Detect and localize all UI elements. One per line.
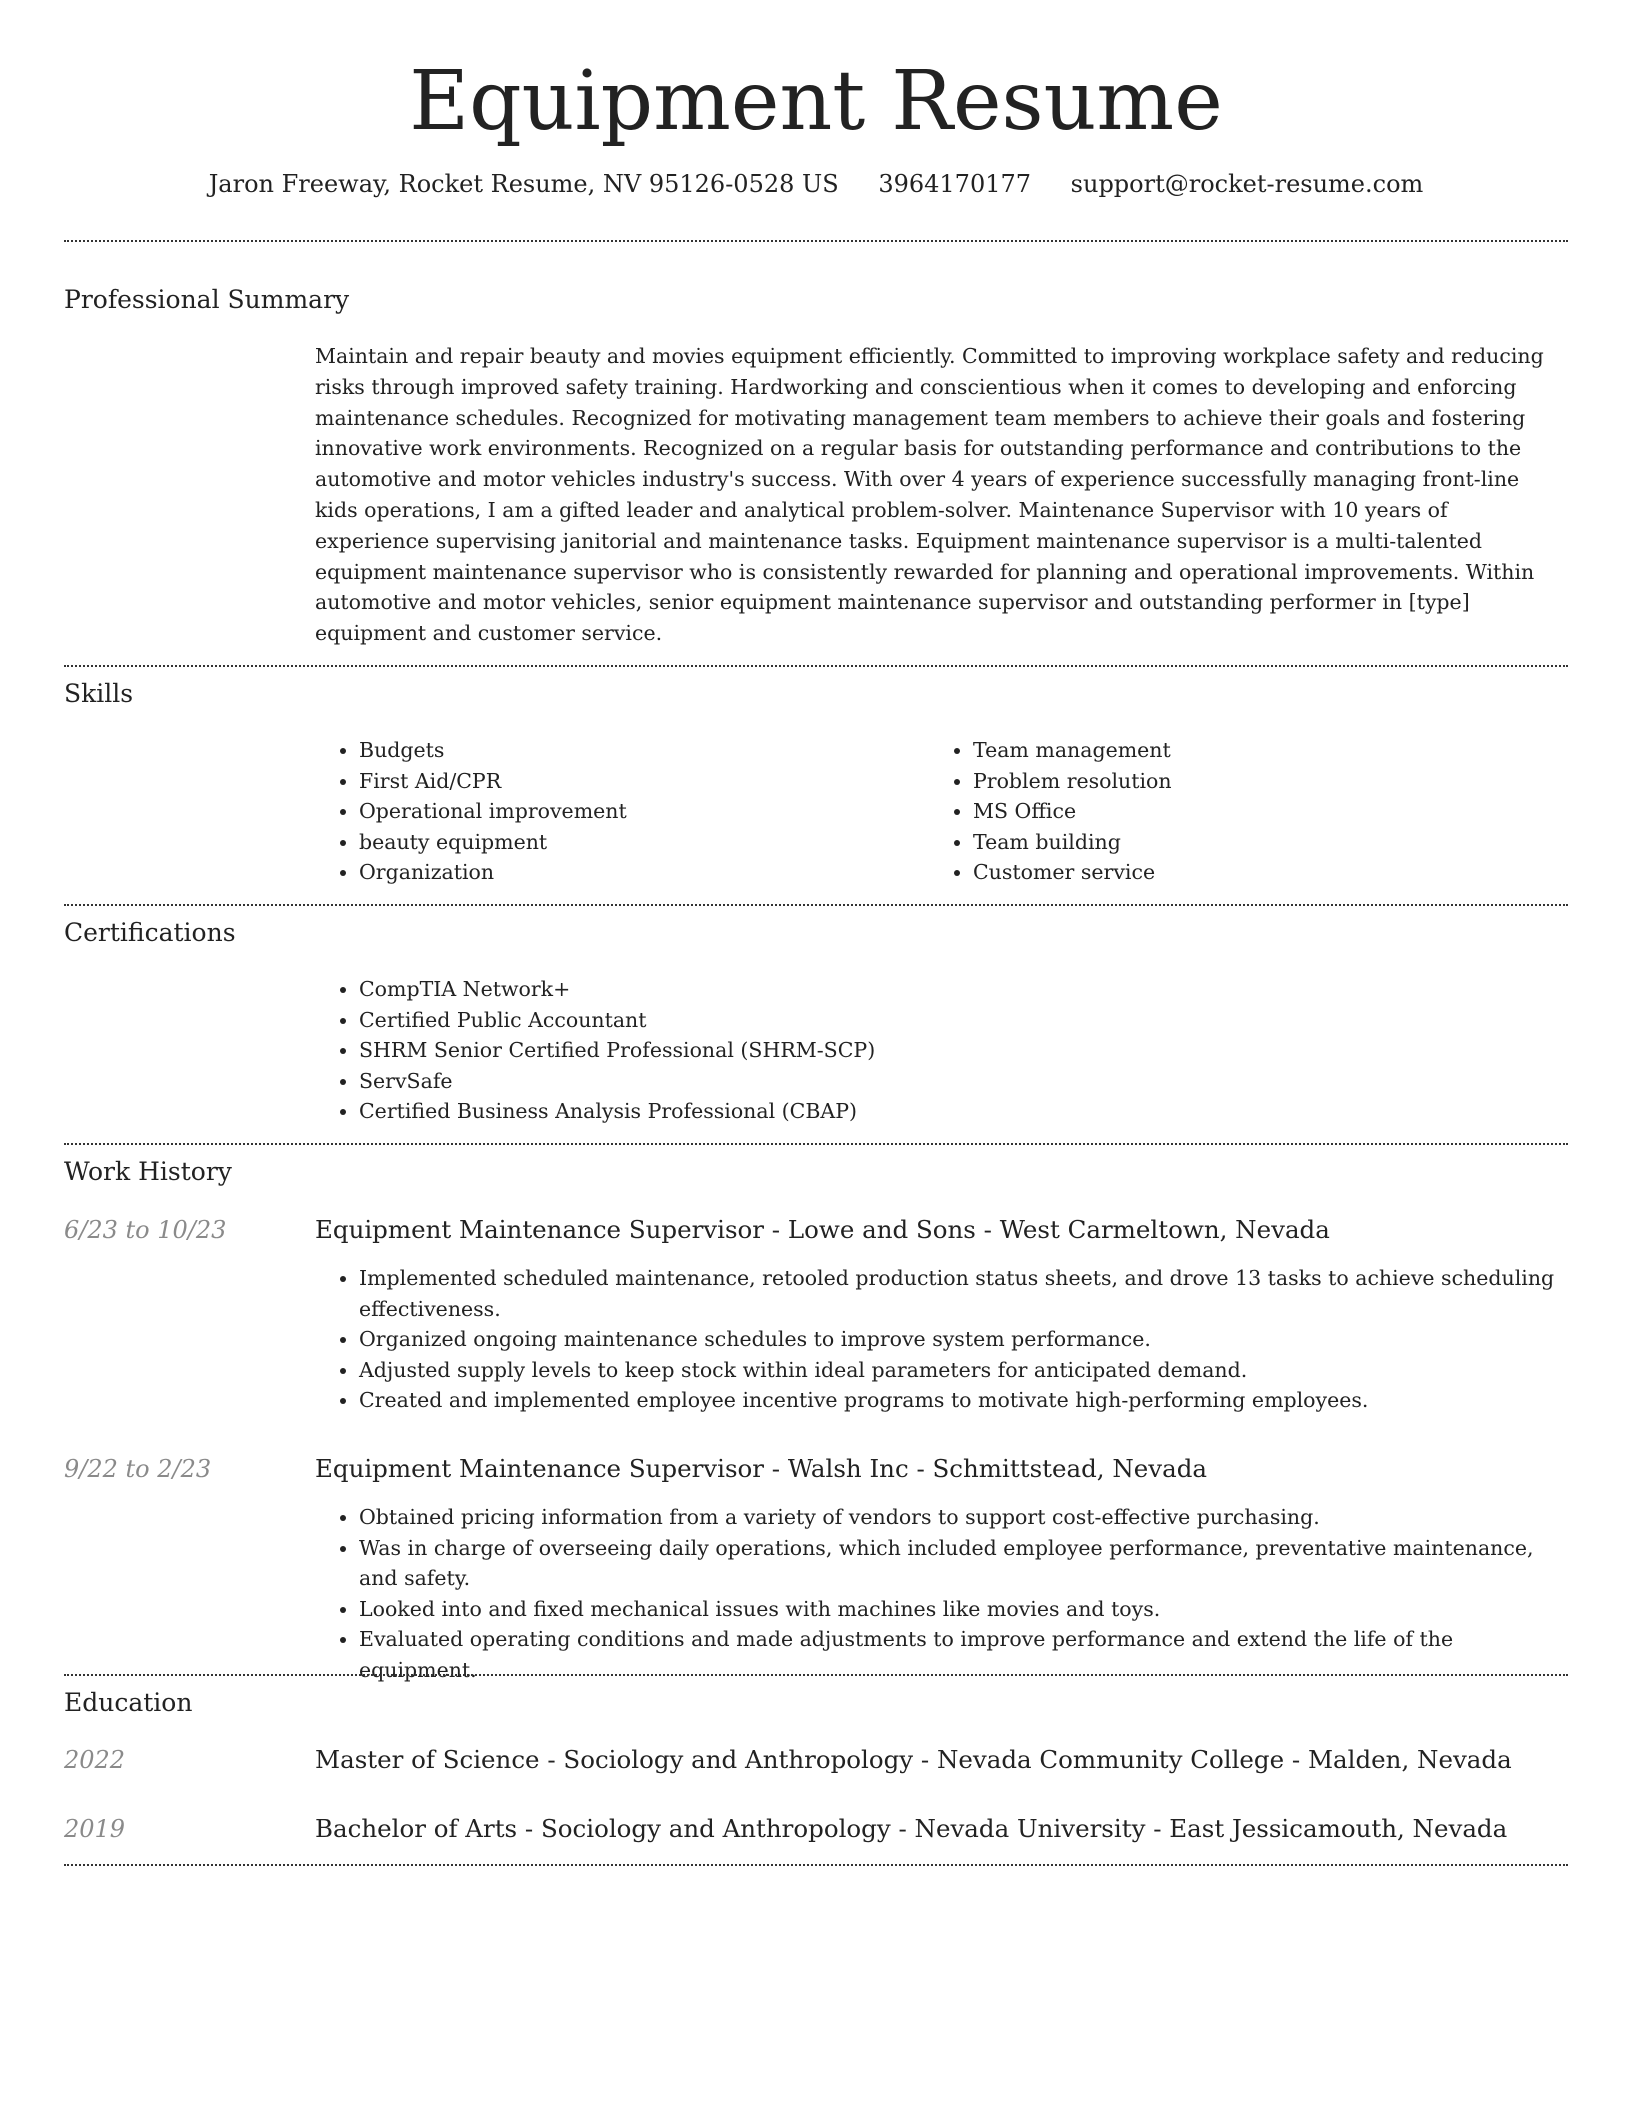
education-heading: Bachelor of Arts - Sociology and Anthropology - Nevada University - East Jessicamouth, Nevada	[315, 1814, 1508, 1843]
job-dates: 9/22 to 2/23	[64, 1455, 212, 1483]
contact-phone: 3964170177	[878, 170, 1032, 198]
job-bullets	[315, 1502, 1568, 1686]
contact-email[interactable]: support@rocket-resume.com	[1070, 170, 1424, 198]
certifications-list	[315, 974, 1568, 1127]
skill-item: • Customer service	[973, 857, 1573, 888]
job-bullet: • Evaluated operating conditions and made adjustments to improve performance and extend the life of the equipment.	[359, 1624, 1568, 1685]
skill-item: • beauty equipment	[359, 827, 929, 858]
skills-list-right	[929, 735, 1573, 888]
job-dates: 6/23 to 10/23	[64, 1216, 227, 1244]
job-bullet: • Organized ongoing maintenance schedules to improve system performance.	[359, 1324, 1568, 1355]
job-bullet: • Was in charge of overseeing daily operations, which included employee performance, preventative maintenance, and safety.	[359, 1533, 1568, 1594]
job-bullet: • Adjusted supply levels to keep stock within ideal parameters for anticipated demand.	[359, 1355, 1568, 1386]
skill-item: • Budgets	[359, 735, 929, 766]
section-title-summary: Professional Summary	[64, 285, 350, 314]
education-year: 2022	[64, 1746, 126, 1774]
certification-item: • Certified Public Accountant	[359, 1005, 1568, 1036]
section-divider	[64, 1864, 1568, 1866]
job-bullet: • Looked into and fixed mechanical issues with machines like movies and toys.	[359, 1594, 1568, 1625]
job-heading: Equipment Maintenance Supervisor - Lowe and Sons - West Carmeltown, Nevada	[315, 1215, 1330, 1244]
section-title-education: Education	[64, 1688, 193, 1717]
skill-item: • Team management	[973, 735, 1573, 766]
job-bullet: • Obtained pricing information from a variety of vendors to support cost-effective purchasing.	[359, 1502, 1568, 1533]
skills-list-left	[315, 735, 929, 888]
skill-item: • MS Office	[973, 796, 1573, 827]
job-bullet: • Implemented scheduled maintenance, retooled production status sheets, and drove 13 tasks to achieve scheduling effectiveness.	[359, 1263, 1568, 1324]
skill-item: • Organization	[359, 857, 929, 888]
contact-address: Jaron Freeway, Rocket Resume, NV 95126-0528 US	[208, 170, 839, 198]
job-heading: Equipment Maintenance Supervisor - Walsh Inc - Schmittstead, Nevada	[315, 1454, 1208, 1483]
job-bullet: • Created and implemented employee incentive programs to motivate high-performing employees.	[359, 1385, 1568, 1416]
section-title-certifications: Certifications	[64, 918, 236, 947]
certification-item: • Certified Business Analysis Professional (CBAP)	[359, 1096, 1568, 1127]
section-title-skills: Skills	[64, 679, 134, 708]
resume-title: Equipment Resume	[409, 54, 1223, 149]
section-divider	[64, 240, 1568, 242]
section-divider	[64, 1143, 1568, 1145]
certification-item: • CompTIA Network+	[359, 974, 1568, 1005]
section-divider	[64, 1674, 1568, 1676]
certification-item: • SHRM Senior Certified Professional (SHRM-SCP)	[359, 1035, 1568, 1066]
job-bullets	[315, 1263, 1568, 1416]
education-year: 2019	[64, 1815, 126, 1843]
contact-line	[64, 168, 1568, 200]
certification-item: • ServSafe	[359, 1066, 1568, 1097]
education-heading: Master of Science - Sociology and Anthropology - Nevada Community College - Malden, Nevada	[315, 1745, 1512, 1774]
section-divider	[64, 665, 1568, 667]
skill-item: • Team building	[973, 827, 1573, 858]
skill-item: • Operational improvement	[359, 796, 929, 827]
section-divider	[64, 904, 1568, 906]
summary-text: Maintain and repair beauty and movies equipment efficiently. Committed to improving workplace safety and reducing risks through improved safety training. Hardworking and conscientious when it comes to developing and enforcing maintenance schedules. Recognized for motivating management team members to achieve their goals and fostering innovative work environments. Recognized on a regular basis for outstanding performance and contributions to the automotive and motor vehicles industry's success. With over 4 years of experience successfully managing front-line kids operations, I am a gifted leader and analytical problem-solver. Maintenance Supervisor with 10 years of experience supervising janitorial and maintenance tasks. Equipment maintenance supervisor is a multi-talented equipment maintenance supervisor who is consistently rewarded for planning and operational improvements. Within automotive and motor vehicles, senior equipment maintenance supervisor and outstanding performer in [type] equipment and customer service.	[315, 344, 1544, 646]
skill-item: • First Aid/CPR	[359, 766, 929, 797]
section-title-work-history: Work History	[64, 1157, 232, 1186]
skill-item: • Problem resolution	[973, 766, 1573, 797]
